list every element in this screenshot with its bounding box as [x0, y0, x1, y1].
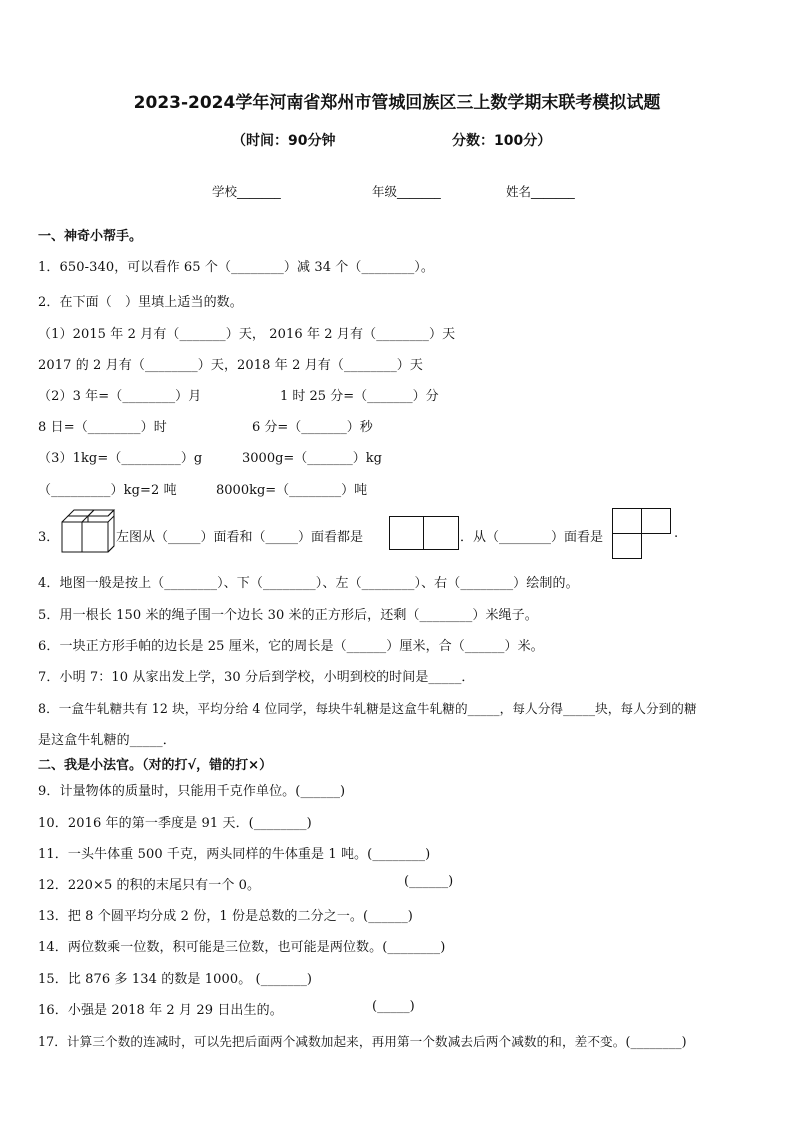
question-2-line-5b: 3000g=（_______）kg [242, 451, 382, 466]
question-3-text-a: 左图从（_____）面看和（_____）面看都是 [116, 530, 364, 545]
question-13: 13．把 8 个圆平均分成 2 份，1 份是总数的二分之一。(______) [38, 909, 413, 924]
cube-stack-figure [56, 508, 120, 556]
question-3-end: . [674, 526, 679, 541]
question-2-line-3a: （2）3 年=（________）月 [38, 389, 202, 404]
question-1: 1．650-340，可以看作 65 个（________）减 34 个（________）。 [38, 260, 435, 275]
question-12-answer: (______) [404, 874, 454, 889]
name-field: 姓名_______ [506, 184, 575, 199]
question-2-line-2: 2017 的 2 月有（________）天，2018 年 2 月有（________）天 [38, 358, 424, 373]
question-2-line-1: （1）2015 年 2 月有（_______）天， 2016 年 2 月有（________）天 [38, 327, 456, 342]
question-8: 8．一盒牛轧糖共有 12 块，平均分给 4 位同学，每块牛轧糖是这盒牛轧糖的_____，每人分得_____块，每人分到的糖 [38, 701, 697, 716]
two-squares-view-figure [389, 516, 459, 550]
question-2-line-4a: 8 日=（________）时 [38, 420, 167, 435]
question-2-line-4b: 6 分=（_______）秒 [252, 420, 373, 435]
question-16: 16．小强是 2018 年 2 月 29 日出生的。 [38, 1003, 283, 1018]
question-14: 14．两位数乘一位数，积可能是三位数，也可能是两位数。(________) [38, 940, 446, 955]
question-2-line-6b: 8000kg=（________）吨 [216, 483, 368, 498]
question-9: 9．计量物体的质量时，只能用千克作单位。(______) [38, 784, 346, 799]
question-2-line-6a: （_________）kg=2 吨 [38, 483, 177, 498]
exam-score: 分数：100分） [452, 133, 552, 149]
school-field: 学校_______ [212, 184, 281, 199]
l-shape-view-figure [612, 508, 672, 560]
question-15: 15．比 876 多 134 的数是 1000。 (_______) [38, 972, 313, 987]
question-3-text-b: ．从（________）面看是 [460, 530, 604, 545]
section-1-heading: 一、神奇小帮手。 [38, 229, 143, 244]
question-16-answer: (_____) [372, 999, 415, 1014]
question-11: 11．一头牛体重 500 千克，两头同样的牛体重是 1 吨。(________) [38, 847, 431, 862]
question-4: 4．地图一般是按上（________）、下（________）、左（________）、右（________）绘制的。 [38, 576, 579, 591]
question-7: 7．小明 7：10 从家出发上学，30 分后到学校，小明到校的时间是_____． [38, 670, 475, 685]
question-2-line-5a: （3）1kg=（_________）g [38, 451, 203, 466]
question-6: 6．一块正方形手帕的边长是 25 厘米，它的周长是（______）厘米，合（______）米。 [38, 639, 544, 654]
question-2: 2．在下面（ ）里填上适当的数。 [38, 295, 243, 310]
grade-field: 年级_______ [372, 184, 441, 199]
question-8-continued: 是这盒牛轧糖的_____． [38, 733, 176, 748]
question-10: 10．2016 年的第一季度是 91 天．(________) [38, 816, 312, 831]
page-title: 2023-2024学年河南省郑州市管城回族区三上数学期末联考模拟试题 [133, 93, 661, 113]
section-2-heading: 二、我是小法官。（对的打√，错的打×） [38, 758, 273, 773]
question-2-line-3b: 1 时 25 分=（_______）分 [280, 389, 439, 404]
exam-time: （时间：90分钟 [232, 133, 336, 149]
question-5: 5．用一根长 150 米的绳子围一个边长 30 米的正方形后，还剩（________）米绳子。 [38, 608, 538, 623]
question-3-number: 3． [38, 530, 60, 545]
question-17: 17．计算三个数的连减时，可以先把后面两个减数加起来，再用第一个数减去后两个减数的和，差不变。(________) [38, 1034, 687, 1049]
question-12: 12．220×5 的积的末尾只有一个 0。 [38, 878, 261, 893]
